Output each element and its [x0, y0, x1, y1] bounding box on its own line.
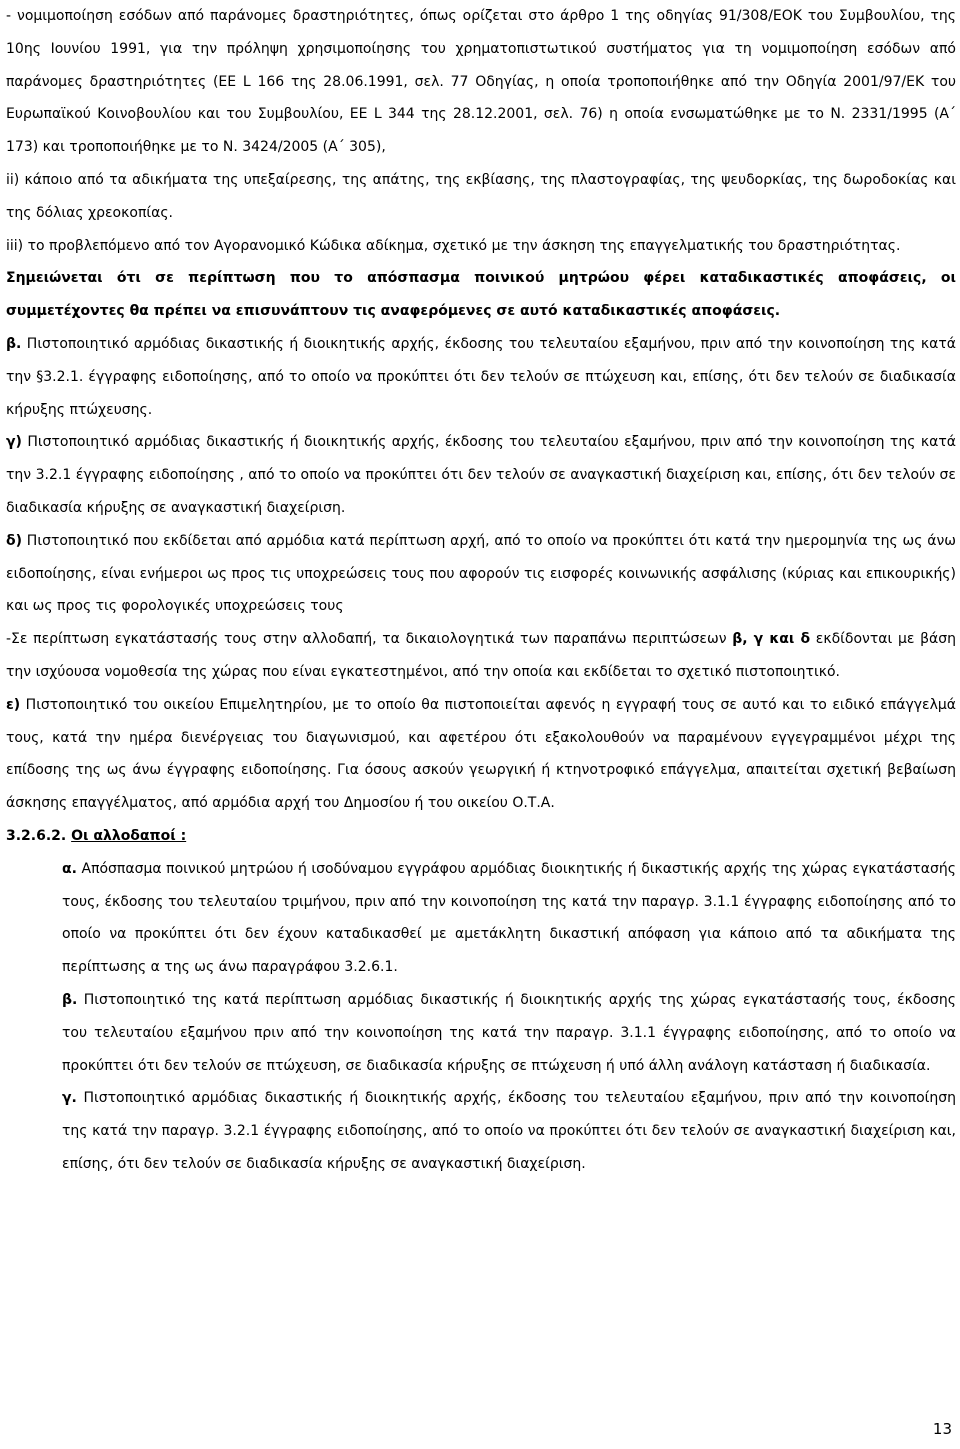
section-number: 3.2.6.2. [6, 827, 72, 844]
label-c: γ) [6, 434, 22, 451]
paragraph-foreign-c-text: Πιστοποιητικό αρμόδιας δικαστικής ή διοικητικής αρχής, έκδοσης του τελευταίου εξαμήνου, πριν από την κοινοποίηση της κατά την παραγρ. 3.2.1 έγγραφης ειδοποίησης, από το οποίο να προκύπτει ότι δεν τελούν σε αναγκαστική διαχείριση και, επίσης, ότι δεν τελούν σε διαδικασία κήρυξης σε αναγκαστική διαχείριση. [62, 1090, 956, 1172]
paragraph-b-bankruptcy [6, 328, 956, 426]
page-number: 13 [932, 1420, 952, 1438]
section-heading [6, 820, 956, 853]
paragraph-d-text: Πιστοποιητικό που εκδίδεται από αρμόδια κατά περίπτωση αρχή, από το οποίο να προκύπτει ότι κατά την ημερομηνία της ως άνω ειδοποίησης, είναι ενήμεροι ως προς τις υποχρεώσεις τους που αφορούν τις εισφορές κοινωνικής ασφάλισης (κύριας και επικουρικής) και ως προς τις φορολογικές υποχρεώσεις τους [6, 532, 956, 615]
paragraph-foreign-a [6, 853, 956, 984]
document-body [6, 0, 956, 1181]
paragraph-foreign-bold: β, γ και δ [732, 631, 811, 648]
paragraph-foreign-start: -Σε περίπτωση εγκατάστασής τους στην αλλοδαπή, τα δικαιολογητικά των παραπάνω περιπτώσεων [6, 631, 733, 648]
paragraph-money-laundering: - νομιμοποίηση εσόδων από παράνομες δραστηριότητες, όπως ορίζεται στο άρθρο 1 της οδηγίας 91/308/ΕΟΚ του Συμβουλίου, της 10ης Ιουνίου 1991, για την πρόληψη χρησιμοποίησης του χρηματοπιστωτικού συστήματος για τη νομιμοποίηση εσόδων από παράνομες δραστηριότητες (ΕΕ L 166 της 28.06.1991, σελ. 77 Οδηγίας, η οποία τροποποιήθηκε από την Οδηγία 2001/97/ΕΚ του Ευρωπαϊκού Κοινοβουλίου και του Συμβουλίου, ΕΕ L 344 της 28.12.2001, σελ. 76) η οποία ενσωματώθηκε με το Ν. 2331/1995 (Α΄ 173) και τροποποιήθηκε με το Ν. 3424/2005 (Α΄ 305), [6, 8, 956, 156]
label-d: δ) [6, 532, 23, 549]
paragraph-c-text: Πιστοποιητικό αρμόδιας δικαστικής ή διοικητικής αρχής, έκδοσης του τελευταίου εξαμήνου, πριν από την κοινοποίηση της κατά την 3.2.1 έγγραφης ειδοποίησης , από το οποίο να προκύπτει ότι δεν τελούν σε αναγκαστική διαχείριση και, επίσης, ότι δεν τελούν σε διαδικασία κήρυξης σε αναγκαστική διαχείριση. [6, 434, 956, 516]
section-title: Οι αλλοδαποί : [71, 827, 187, 844]
note-convictions: Σημειώνεται ότι σε περίπτωση που το απόσπασμα ποινικού μητρώου φέρει καταδικαστικές αποφάσεις, οι συμμετέχοντες θα πρέπει να επισυνάπτουν τις αναφερόμενες σε αυτό καταδικαστικές αποφάσεις. [6, 270, 956, 320]
paragraph-e-chamber [6, 689, 956, 820]
label-foreign-c: γ. [62, 1090, 77, 1107]
paragraph-item-iii: iii) το προβλεπόμενο από τον Αγορανομικό Κώδικα αδίκημα, σχετικό με την άσκηση της επαγγελματικής του δραστηριότητας. [6, 237, 901, 254]
paragraph-foreign-b-text: Πιστοποιητικό της κατά περίπτωση αρμόδιας δικαστικής ή διοικητικής αρχής της χώρας εγκατάστασής τους, έκδοσης του τελευταίου εξαμήνου πριν από την κοινοποίηση της κατά την παραγρ. 3.1.1 έγγραφης ειδοποίησης, από το οποίο να προκύπτει ότι δεν τελούν σε πτώχευση, σε διαδικασία κήρυξης σε πτώχευση ή υπό άλλη ανάλογη κατάσταση ή διαδικασία. [62, 991, 956, 1074]
label-foreign-a: α. [62, 860, 77, 877]
paragraph-foreign-c [6, 1082, 956, 1180]
paragraph-foreign-establishment [6, 623, 956, 689]
paragraph-c-administration [6, 426, 956, 524]
label-e: ε) [6, 696, 21, 713]
paragraph-foreign-end: εκδίδονται με βάση την ισχύουσα νομοθεσία της χώρας που είναι εγκατεστημένοι, από την οποία και εκδίδεται το σχετικό πιστοποιητικό. [6, 631, 957, 680]
paragraph-b-text: Πιστοποιητικό αρμόδιας δικαστικής ή διοικητικής αρχής, έκδοσης του τελευταίου εξαμήνου, πριν από την κοινοποίηση της κατά την §3.2.1. έγγραφης ειδοποίησης, από το οποίο να προκύπτει ότι δεν τελούν σε πτώχευση και, επίσης, ότι δεν τελούν σε διαδικασία κήρυξης πτώχευσης. [6, 335, 956, 418]
paragraph-d-social-security [6, 525, 956, 623]
paragraph-item-ii: ii) κάποιο από τα αδικήματα της υπεξαίρεσης, της απάτης, της εκβίασης, της πλαστογραφίας, της ψευδορκίας, της δωροδοκίας και της δόλιας χρεοκοπίας. [6, 171, 956, 221]
paragraph-foreign-a-text: Απόσπασμα ποινικού μητρώου ή ισοδύναμου εγγράφου αρμόδιας διοικητικής ή δικαστικής αρχής της χώρας εγκατάστασής τους, έκδοσης του τελευταίου τριμήνου, πριν από την κοινοποίηση της κατά την παραγρ. 3.1.1 έγγραφης ειδοποίησης από το οποίο να προκύπτει ότι δεν έχουν καταδικασθεί με αμετάκλητη δικαστική απόφαση για κάποιο από τα αδικήματα της περίπτωσης α της ως άνω παραγράφου 3.2.6.1. [62, 860, 956, 976]
label-b: β. [6, 335, 22, 352]
label-foreign-b: β. [62, 991, 78, 1008]
paragraph-e-text: Πιστοποιητικό του οικείου Επιμελητηρίου, με το οποίο θα πιστοποιείται αφενός η εγγραφή τους σε αυτό και το ειδικό επάγγελμά τους, κατά την ημέρα διενέργειας του διαγωνισμού, και αφετέρου ότι εξακολουθούν να παραμένουν εγγεγραμμένοι μέχρι της επίδοσης της ως άνω έγγραφης ειδοποίησης. Για όσους ασκούν γεωργική ή κτηνοτροφικό επάγγελμα, απαιτείται σχετική βεβαίωση άσκησης επαγγέλματος, από αρμόδια αρχή του Δημοσίου ή του οικείου Ο.Τ.Α. [6, 696, 956, 812]
paragraph-foreign-b [6, 984, 956, 1082]
